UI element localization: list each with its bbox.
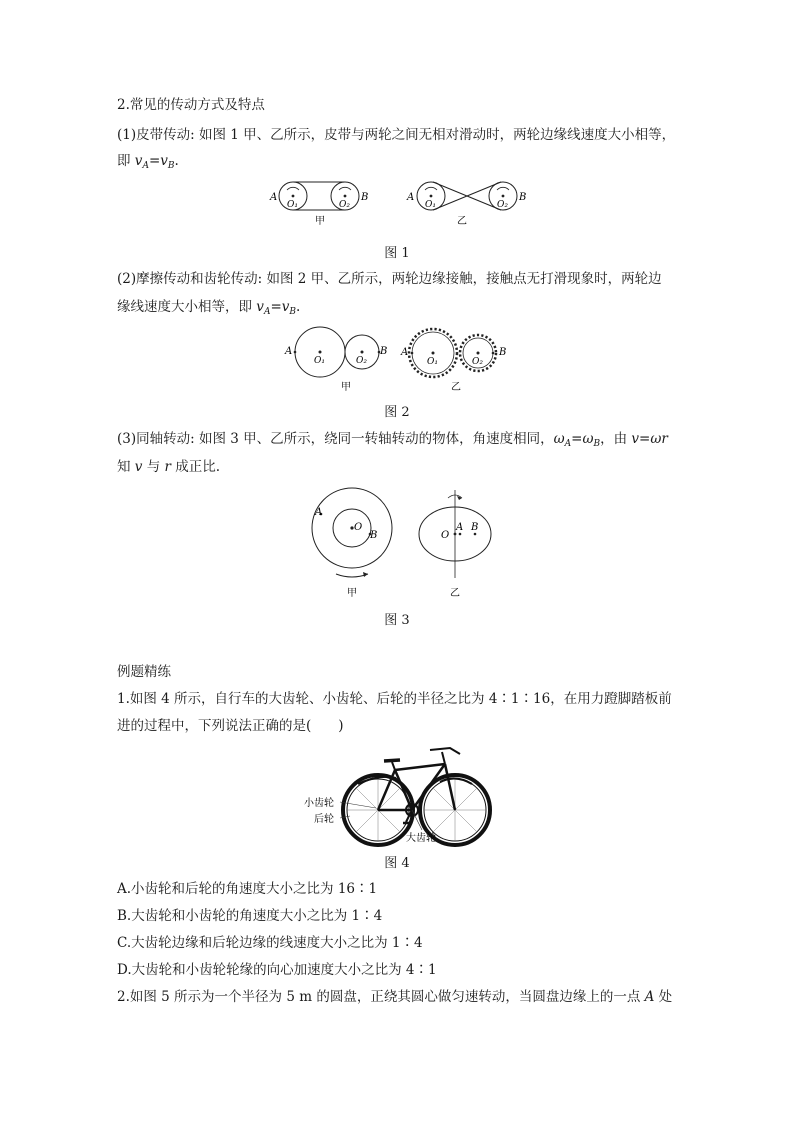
friction-drive-jia: [284, 327, 387, 393]
belt-drive-yi: [406, 182, 526, 227]
gear-yi-label-o1: O₁: [427, 357, 438, 367]
belt-text-line2: 即 $v_A=v_B$.: [117, 153, 179, 171]
belt-jia-label-o1: O₁: [287, 200, 298, 210]
friction-jia-label-a: A: [285, 346, 293, 357]
gear-yi-label-a: A: [401, 347, 409, 358]
belt-text-line1: (1)皮带传动: 如图 1 甲、乙所示，皮带与两轮之间无相对滑动时，两轮边缘线速度大小相等，: [117, 127, 676, 143]
coaxial-figure: [300, 486, 500, 602]
q1-option-d[interactable]: D.大齿轮和小齿轮轮缘的向心加速度大小之比为 4∶1: [117, 962, 437, 978]
coaxial-yi-label-o: O: [441, 530, 450, 541]
figure-1-caption: 图 1: [384, 246, 410, 261]
bicycle-label-rear-wheel: 后轮: [314, 814, 334, 825]
q1-text-line2: 进的过程中，下列说法正确的是( ): [117, 718, 344, 734]
gear-yi-label-b: B: [499, 347, 507, 358]
belt-yi-sublabel: 乙: [457, 216, 467, 227]
coaxial-jia-label-o: O: [354, 522, 363, 533]
q2-text-line1: 2.如图 5 所示为一个半径为 5 m 的圆盘，正绕其圆心做匀速转动，当圆盘边缘上的一点 A 处: [117, 989, 673, 1005]
q1-option-a[interactable]: A.小齿轮和后轮的角速度大小之比为 16∶1: [117, 881, 378, 897]
bicycle-figure: [300, 742, 500, 846]
coaxial-yi-label-a: A: [456, 522, 464, 533]
gear-yi-label-o2: O₂: [472, 357, 483, 367]
coaxial-text-line2: 知 v 与 r 成正比.: [117, 459, 221, 475]
coaxial-jia-label-b: B: [370, 530, 378, 541]
belt-yi-label-b: B: [519, 192, 527, 203]
gear-yi-sublabel: 乙: [451, 382, 461, 393]
examples-heading: 例题精练: [117, 664, 171, 680]
coaxial-yi-label-b: B: [471, 522, 479, 533]
belt-yi-label-o2: O₂: [497, 200, 508, 210]
friction-jia-sublabel: 甲: [341, 382, 351, 393]
q1-text-line1: 1.如图 4 所示，自行车的大齿轮、小齿轮、后轮的半径之比为 4∶1∶16，在用力蹬脚踏板前: [117, 691, 672, 707]
belt-yi-label-o1: O₁: [425, 200, 436, 210]
belt-jia-sublabel: 甲: [315, 216, 325, 227]
figure-4-caption: 图 4: [384, 856, 410, 871]
friction-jia-label-o1: O₁: [314, 356, 325, 366]
bicycle-label-big-gear: 大齿轮: [406, 833, 436, 844]
coaxial-jia: [312, 488, 392, 599]
figure-2-caption: 图 2: [384, 405, 410, 420]
belt-jia-label-o2: O₂: [339, 200, 350, 210]
friction-text-line1: (2)摩擦传动和齿轮传动: 如图 2 甲、乙所示，两轮边缘接触，接触点无打滑现象时，两轮边: [117, 271, 662, 287]
friction-gear-figure: [285, 322, 515, 394]
gear-drive-yi: [400, 329, 506, 393]
belt-jia-label-a: A: [270, 192, 278, 203]
q1-option-c[interactable]: C.大齿轮边缘和后轮边缘的线速度大小之比为 1∶4: [117, 935, 423, 951]
belt-jia-label-b: B: [361, 192, 369, 203]
bicycle-label-small-gear: 小齿轮: [304, 798, 334, 809]
bicycle-drawing: [343, 748, 490, 845]
section-heading: 2.常见的传动方式及特点: [117, 97, 265, 113]
q1-option-b[interactable]: B.大齿轮和小齿轮的角速度大小之比为 1∶4: [117, 908, 383, 924]
coaxial-yi-sublabel: 乙: [450, 588, 460, 599]
friction-text-line2: 缘线速度大小相等，即 $v_A=v_B$.: [117, 299, 301, 317]
figure-3-caption: 图 3: [384, 613, 410, 628]
belt-drive-jia: [269, 182, 368, 227]
coaxial-jia-sublabel: 甲: [347, 588, 357, 599]
coaxial-text-line1: (3)同轴转动: 如图 3 甲、乙所示，绕同一转轴转动的物体，角速度相同，$\omega_A=\omega_B$，由 v=ωr: [117, 431, 668, 449]
coaxial-yi: [419, 490, 491, 599]
friction-jia-label-o2: O₂: [356, 356, 367, 366]
friction-jia-label-b: B: [380, 346, 388, 357]
belt-yi-label-a: A: [407, 192, 415, 203]
belt-drive-figure: [265, 178, 525, 230]
coaxial-jia-label-a: A: [315, 507, 323, 518]
